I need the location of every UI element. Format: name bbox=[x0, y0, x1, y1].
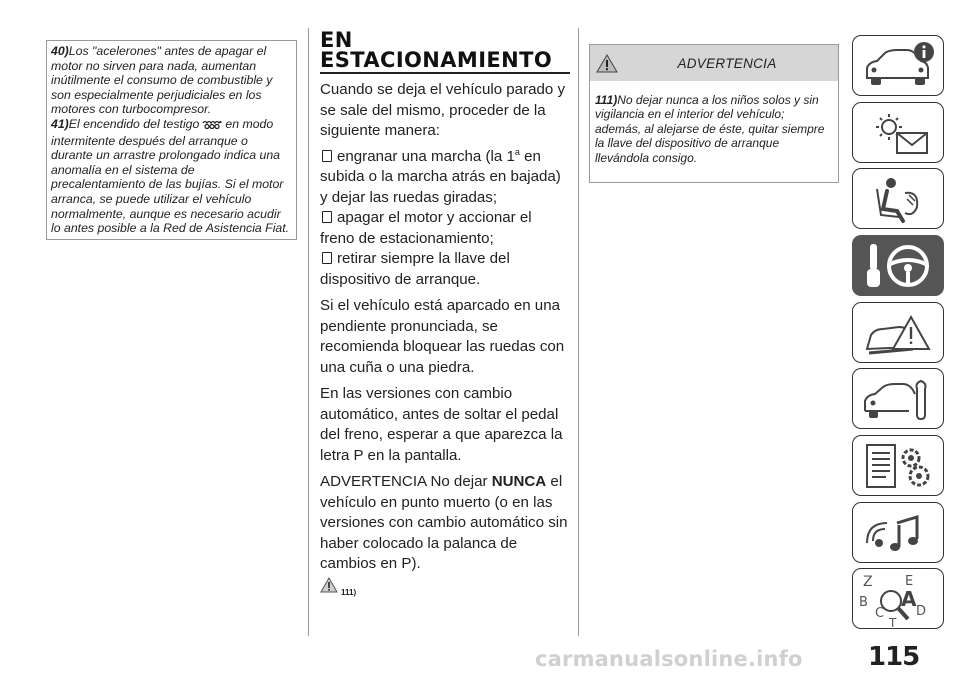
warning-title: ADVERTENCIA bbox=[677, 56, 777, 71]
radio-music-icon bbox=[853, 503, 944, 563]
bullet-remove-key bbox=[320, 249, 570, 290]
watermark: carmanualsonline.info bbox=[535, 647, 803, 671]
index-letter: C bbox=[875, 606, 885, 621]
glow-plug-icon bbox=[202, 119, 222, 134]
notes-box bbox=[46, 40, 297, 240]
section-heading bbox=[320, 30, 570, 70]
tab-technical-data[interactable] bbox=[852, 435, 944, 496]
tab-index[interactable] bbox=[852, 568, 944, 629]
checkbox-bullet-icon bbox=[322, 211, 332, 223]
tab-emergency[interactable] bbox=[852, 302, 944, 363]
key-steering-wheel-icon bbox=[853, 236, 944, 296]
note-40 bbox=[51, 44, 292, 117]
note-40-ref: 40) bbox=[51, 44, 69, 58]
tab-lights-messages[interactable] bbox=[852, 102, 944, 163]
alphabet-index-icon bbox=[853, 569, 944, 629]
column-divider-right bbox=[578, 28, 579, 636]
warning-header bbox=[590, 45, 838, 81]
warning-text-a: ADVERTENCIA No dejar bbox=[320, 473, 488, 491]
list-gears-icon bbox=[853, 436, 944, 496]
main-column bbox=[320, 30, 570, 598]
warning-body-text: No dejar nunca a los niños solos y sin vigilancia en el interior del vehículo; además, al alejarse de éste, quitar siempre la llave del dispositivo de arranque llevándola consigo. bbox=[595, 93, 825, 165]
page-number: 115 bbox=[868, 642, 920, 672]
warning-body-ref: 111) bbox=[595, 93, 618, 107]
index-letter: A bbox=[901, 587, 917, 611]
warning-reference-number: 111) bbox=[341, 587, 357, 597]
warning-emphasis: NUNCA bbox=[491, 473, 547, 491]
bullet-gear bbox=[320, 142, 570, 209]
warning-triangle-icon bbox=[320, 577, 338, 598]
note-40-text: Los "acelerones" antes de apagar el motor no sirven para nada, aumentan inútilmente el consumo de combustible y son especialmente perjudiciales en los motores con turbocompresor. bbox=[51, 44, 273, 117]
bullet-gear-text-a: engranar una marcha (la 1 bbox=[337, 147, 515, 165]
warning-reference bbox=[320, 577, 570, 598]
seat-airbag-icon bbox=[853, 169, 944, 229]
superscript-a: a bbox=[514, 146, 520, 157]
lights-mail-icon bbox=[853, 103, 944, 163]
index-letter: Z bbox=[863, 574, 873, 590]
column-divider-left bbox=[308, 28, 309, 636]
index-letter: T bbox=[889, 616, 897, 630]
note-41-text-a: El encendido del testigo bbox=[68, 116, 200, 131]
warning-text-b: el vehículo en punto muerto (o en las versiones con cambio automático sin haber colocado la palanca de cambios en P). bbox=[320, 473, 568, 573]
car-wrench-icon bbox=[853, 369, 944, 429]
automatic-paragraph: En las versiones con cambio automático, antes de soltar el pedal del freno, esperar a que aparezca la letra P en la pantalla. bbox=[320, 385, 563, 464]
heading-line-2: ESTACIONAMIENTO bbox=[320, 48, 553, 72]
slope-paragraph: Si el vehículo está aparcado en una pendiente pronunciada, se recomienda bloquear las ruedas con una cuña o una piedra. bbox=[320, 297, 565, 376]
warning-box bbox=[589, 44, 839, 183]
tab-car-info[interactable] bbox=[852, 35, 944, 96]
heading-underline bbox=[320, 72, 570, 74]
bullet-gear-text-b: en subida o la marcha atrás en bajada) y dejar las ruedas giradas; bbox=[320, 147, 561, 206]
tab-multimedia[interactable] bbox=[852, 502, 944, 563]
index-letter: B bbox=[859, 595, 868, 610]
tab-maintenance[interactable] bbox=[852, 368, 944, 429]
checkbox-bullet-icon bbox=[322, 150, 332, 162]
note-41 bbox=[51, 117, 292, 236]
checkbox-bullet-icon bbox=[322, 252, 332, 264]
warning-body bbox=[590, 81, 838, 165]
tab-starting-driving[interactable] bbox=[852, 235, 944, 296]
bullet-engine-off bbox=[320, 208, 570, 249]
note-41-text-b: en modo intermitente después del arranque o durante un arrastre prolongado indica una anomalía en el sistema de precalentamiento de las bujías. Si el motor arranca, se puede utilizar el vehículo normalmente, aunque es necesario acudir lo antes posible a la Red de Asistencia Fiat. bbox=[51, 116, 290, 236]
bullet-engine-off-text: apagar el motor y accionar el freno de estacionamiento; bbox=[320, 209, 532, 247]
heading-line-1: EN bbox=[320, 28, 353, 52]
warning-crash-icon bbox=[853, 303, 944, 363]
neutral-warning-paragraph bbox=[320, 472, 570, 575]
car-info-icon bbox=[853, 36, 944, 96]
index-letter: D bbox=[916, 604, 927, 619]
intro-paragraph: Cuando se deja el vehículo parado y se sale del mismo, proceder de la siguiente manera: bbox=[320, 81, 566, 139]
note-41-ref: 41) bbox=[51, 116, 69, 131]
bullet-remove-key-text: retirar siempre la llave del dispositivo de arranque. bbox=[320, 250, 510, 288]
index-letter: E bbox=[905, 574, 914, 589]
tab-safety[interactable] bbox=[852, 168, 944, 229]
